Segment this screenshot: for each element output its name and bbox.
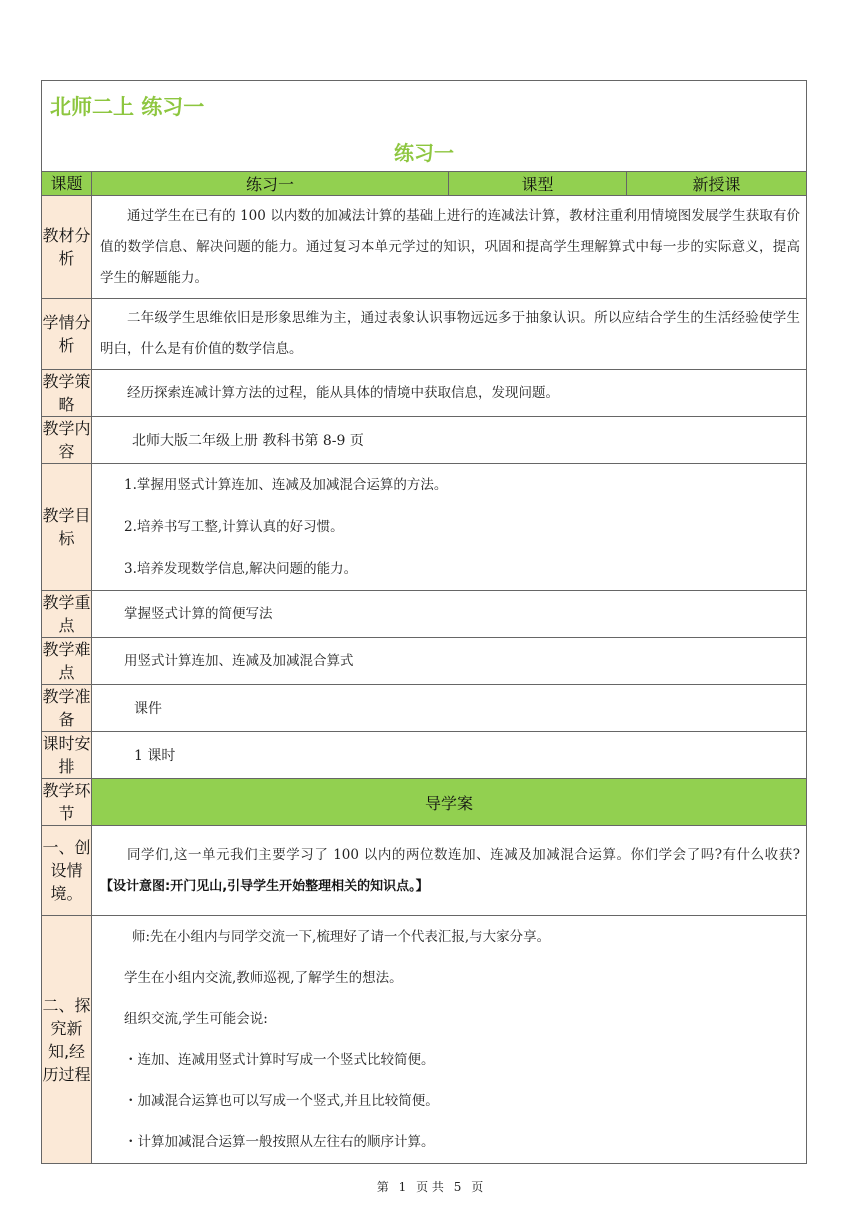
footer-page-number: 1 bbox=[398, 1180, 407, 1194]
type-label: 课型 bbox=[449, 172, 627, 196]
students-text: 二年级学生思维依旧是形象思维为主，通过表象认识事物远远多于抽象认识。所以应结合学生的生活经验使学生明白，什么是有价值的数学信息。 bbox=[100, 310, 800, 357]
strategy-label: 教学策略 bbox=[42, 370, 92, 417]
footer-total-pages: 5 bbox=[453, 1180, 462, 1194]
explore-item: 学生在小组内交流,教师巡视,了解学生的想法。 bbox=[124, 969, 403, 986]
time-text: 1 课时 bbox=[92, 732, 807, 779]
key-cell bbox=[92, 591, 807, 638]
page-footer bbox=[0, 1178, 860, 1195]
intro-design-note: 【设计意图:开门见山,引导学生开始整理相关的知识点。】 bbox=[100, 878, 429, 894]
prep-text: 课件 bbox=[92, 685, 807, 732]
intro-body: 同学们,这一单元我们主要学习了 100 以内的两位数连加、连减及加减混合运算。你们学会了吗?有什么收获? bbox=[127, 846, 800, 863]
material-label: 教材分析 bbox=[42, 196, 92, 299]
content-text: 北师大版二年级上册 教科书第 8-9 页 bbox=[92, 417, 807, 464]
main-title: 北师二上 练习一 bbox=[50, 95, 205, 119]
content-label: 教学内容 bbox=[42, 417, 92, 464]
intro-cell bbox=[92, 826, 807, 916]
goal-item: 1.掌握用竖式计算连加、连减及加减混合运算的方法。 bbox=[124, 477, 448, 493]
footer-prefix: 第 bbox=[376, 1180, 389, 1194]
material-cell bbox=[92, 196, 807, 299]
footer-middle: 页 共 bbox=[416, 1180, 444, 1194]
goals-label: 教学目标 bbox=[42, 464, 92, 591]
explore-label: 二、探究新知,经历过程 bbox=[42, 916, 92, 1164]
stage-text: 导学案 bbox=[92, 779, 807, 826]
explore-cell bbox=[92, 916, 807, 1164]
explore-item: 组织交流,学生可能会说: bbox=[124, 1010, 268, 1027]
topic-value: 练习一 bbox=[92, 172, 449, 196]
explore-item: ・加减混合运算也可以写成一个竖式,并且比较简便。 bbox=[124, 1092, 439, 1109]
stage-label: 教学环节 bbox=[42, 779, 92, 826]
students-cell bbox=[92, 299, 807, 370]
title-cell bbox=[42, 81, 807, 172]
students-label: 学情分析 bbox=[42, 299, 92, 370]
type-value: 新授课 bbox=[627, 172, 807, 196]
explore-item: ・计算加减混合运算一般按照从左往右的顺序计算。 bbox=[124, 1133, 435, 1150]
intro-label: 一、创设情境。 bbox=[42, 826, 92, 916]
key-text: 掌握竖式计算的简便写法 bbox=[124, 605, 273, 622]
goal-item: 3.培养发现数学信息,解决问题的能力。 bbox=[124, 561, 358, 577]
difficulty-cell bbox=[92, 638, 807, 685]
lesson-plan-table bbox=[41, 80, 807, 1164]
strategy-cell bbox=[92, 370, 807, 417]
difficulty-text: 用竖式计算连加、连减及加减混合算式 bbox=[124, 652, 354, 669]
time-label: 课时安排 bbox=[42, 732, 92, 779]
material-text: 通过学生在已有的 100 以内数的加减法计算的基础上进行的连减法计算，教材注重利用情境图发展学生获取有价值的数学信息、解决问题的能力。通过复习本单元学过的知识，巩固和提高学生理解算式中每一步的实际意义，提高学生的解题能力。 bbox=[100, 207, 800, 286]
intro-text bbox=[100, 840, 800, 902]
lesson-plan-page bbox=[41, 80, 806, 1164]
goal-item: 2.培养书写工整,计算认真的好习惯。 bbox=[124, 519, 344, 535]
strategy-text: 经历探索连减计算方法的过程，能从具体的情境中获取信息，发现问题。 bbox=[127, 384, 559, 401]
sub-title: 练习一 bbox=[394, 141, 454, 165]
topic-label: 课题 bbox=[42, 172, 92, 196]
goals-cell bbox=[92, 464, 807, 591]
footer-suffix: 页 bbox=[471, 1180, 484, 1194]
prep-label: 教学准备 bbox=[42, 685, 92, 732]
explore-item: 师:先在小组内与同学交流一下,梳理好了请一个代表汇报,与大家分享。 bbox=[132, 928, 551, 945]
difficulty-label: 教学难点 bbox=[42, 638, 92, 685]
explore-item: ・连加、连减用竖式计算时写成一个竖式比较简便。 bbox=[124, 1051, 435, 1068]
key-label: 教学重点 bbox=[42, 591, 92, 638]
